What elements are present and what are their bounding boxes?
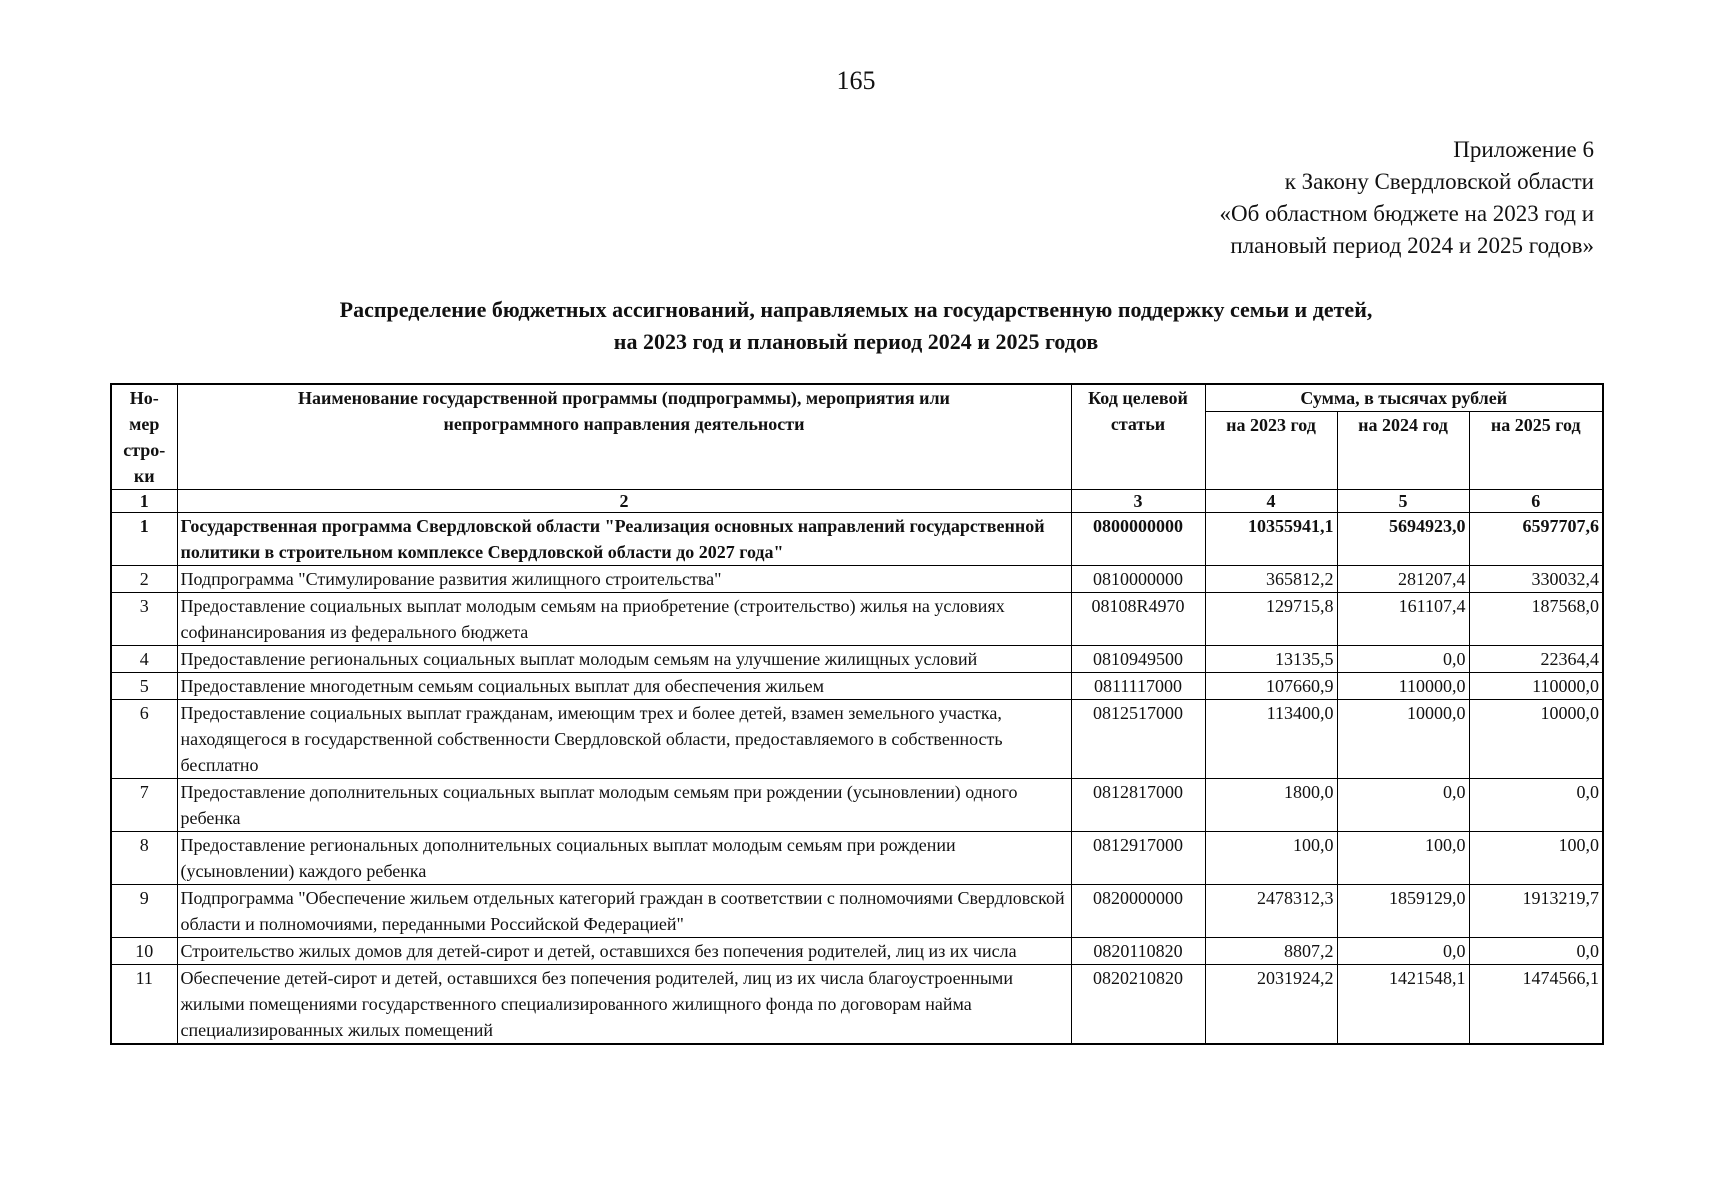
header-year-2025: на 2025 год	[1469, 412, 1603, 490]
table-row	[111, 965, 1603, 1045]
row-code-cell: 08108R4970	[1071, 593, 1205, 646]
table-row	[111, 673, 1603, 700]
row-number-cell: 3	[111, 593, 177, 646]
column-number: 4	[1205, 490, 1337, 513]
row-name-cell: Предоставление социальных выплат молодым семьям на приобретение (строительство) жилья на условиях софинансирования из федерального бюджета	[177, 593, 1071, 646]
row-code-cell: 0820110820	[1071, 938, 1205, 965]
row-code-cell: 0810000000	[1071, 566, 1205, 593]
row-amount-2025-cell: 0,0	[1469, 779, 1603, 832]
header-sum: Сумма, в тысячах рублей	[1205, 384, 1603, 412]
row-number-cell: 5	[111, 673, 177, 700]
row-number-cell: 4	[111, 646, 177, 673]
row-number-cell: 8	[111, 832, 177, 885]
row-code-cell: 0812917000	[1071, 832, 1205, 885]
row-number-cell: 6	[111, 700, 177, 779]
row-number-cell: 10	[111, 938, 177, 965]
row-amount-2024-cell: 161107,4	[1337, 593, 1469, 646]
appendix-line: к Закону Свердловской области	[1284, 169, 1594, 194]
row-amount-2023-cell: 8807,2	[1205, 938, 1337, 965]
row-amount-2025-cell: 10000,0	[1469, 700, 1603, 779]
row-amount-2025-cell: 330032,4	[1469, 566, 1603, 593]
row-code-cell: 0820210820	[1071, 965, 1205, 1045]
row-amount-2023-cell: 100,0	[1205, 832, 1337, 885]
row-amount-2025-cell: 22364,4	[1469, 646, 1603, 673]
row-name-cell: Подпрограмма "Обеспечение жильем отдельных категорий граждан в соответствии с полномочиями Свердловской области и полномочиями, переданными Российской Федерацией"	[177, 885, 1071, 938]
appendix-header	[1219, 134, 1594, 262]
table-row	[111, 885, 1603, 938]
row-amount-2023-cell: 365812,2	[1205, 566, 1337, 593]
appendix-line: Приложение 6	[1453, 137, 1594, 162]
table-row	[111, 832, 1603, 885]
column-number: 2	[177, 490, 1071, 513]
row-amount-2023-cell: 13135,5	[1205, 646, 1337, 673]
row-code-cell: 0812517000	[1071, 700, 1205, 779]
appendix-line: плановый период 2024 и 2025 годов»	[1230, 233, 1594, 258]
row-code-cell: 0811117000	[1071, 673, 1205, 700]
row-name-cell: Предоставление многодетным семьям социальных выплат для обеспечения жильем	[177, 673, 1071, 700]
column-number: 3	[1071, 490, 1205, 513]
table-body	[111, 513, 1603, 1045]
header-year-2023: на 2023 год	[1205, 412, 1337, 490]
row-amount-2024-cell: 5694923,0	[1337, 513, 1469, 566]
row-number-cell: 2	[111, 566, 177, 593]
row-amount-2023-cell: 1800,0	[1205, 779, 1337, 832]
row-amount-2024-cell: 1859129,0	[1337, 885, 1469, 938]
column-number: 5	[1337, 490, 1469, 513]
row-amount-2024-cell: 10000,0	[1337, 700, 1469, 779]
row-number-cell: 11	[111, 965, 177, 1045]
row-name-cell: Строительство жилых домов для детей-сирот и детей, оставшихся без попечения родителей, лиц из их числа	[177, 938, 1071, 965]
row-amount-2024-cell: 110000,0	[1337, 673, 1469, 700]
row-code-cell: 0800000000	[1071, 513, 1205, 566]
row-amount-2025-cell: 6597707,6	[1469, 513, 1603, 566]
row-name-cell: Государственная программа Свердловской области "Реализация основных направлений государственной политики в строительном комплексе Свердловской области до 2027 года"	[177, 513, 1071, 566]
column-number: 1	[111, 490, 177, 513]
row-name-cell: Предоставление дополнительных социальных выплат молодым семьям при рождении (усыновлении) одного ребенка	[177, 779, 1071, 832]
row-amount-2023-cell: 113400,0	[1205, 700, 1337, 779]
row-amount-2024-cell: 281207,4	[1337, 566, 1469, 593]
row-amount-2023-cell: 10355941,1	[1205, 513, 1337, 566]
row-amount-2025-cell: 1474566,1	[1469, 965, 1603, 1045]
row-number-cell: 9	[111, 885, 177, 938]
row-amount-2023-cell: 2031924,2	[1205, 965, 1337, 1045]
header-name: Наименование государственной программы (подпрограммы), мероприятия или непрограммного направления деятельности	[177, 384, 1071, 490]
row-amount-2023-cell: 129715,8	[1205, 593, 1337, 646]
row-code-cell: 0810949500	[1071, 646, 1205, 673]
table-row	[111, 566, 1603, 593]
table-row	[111, 779, 1603, 832]
row-amount-2025-cell: 100,0	[1469, 832, 1603, 885]
table-row	[111, 938, 1603, 965]
row-amount-2023-cell: 107660,9	[1205, 673, 1337, 700]
row-name-cell: Подпрограмма "Стимулирование развития жилищного строительства"	[177, 566, 1071, 593]
title-line: на 2023 год и плановый период 2024 и 2025 годов	[613, 329, 1099, 354]
title-line: Распределение бюджетных ассигнований, направляемых на государственную поддержку семьи и детей,	[339, 297, 1373, 322]
budget-table	[110, 383, 1604, 1045]
table-row	[111, 593, 1603, 646]
header-row-number: Но- мер стро- ки	[111, 384, 177, 490]
row-amount-2025-cell: 110000,0	[1469, 673, 1603, 700]
row-number-cell: 7	[111, 779, 177, 832]
row-amount-2024-cell: 0,0	[1337, 646, 1469, 673]
row-amount-2024-cell: 0,0	[1337, 938, 1469, 965]
header-code: Код целевой статьи	[1071, 384, 1205, 490]
row-amount-2024-cell: 100,0	[1337, 832, 1469, 885]
row-amount-2024-cell: 0,0	[1337, 779, 1469, 832]
row-amount-2025-cell: 0,0	[1469, 938, 1603, 965]
row-amount-2025-cell: 1913219,7	[1469, 885, 1603, 938]
row-code-cell: 0820000000	[1071, 885, 1205, 938]
row-amount-2024-cell: 1421548,1	[1337, 965, 1469, 1045]
table-row	[111, 513, 1603, 566]
row-name-cell: Предоставление социальных выплат гражданам, имеющим трех и более детей, взамен земельного участка, находящегося в государственной собственности Свердловской области, предоставляемого в собственность бесплатно	[177, 700, 1071, 779]
document-title	[0, 294, 1712, 358]
column-number: 6	[1469, 490, 1603, 513]
appendix-line: «Об областном бюджете на 2023 год и	[1219, 201, 1594, 226]
page-number: 165	[836, 66, 876, 95]
table-row	[111, 646, 1603, 673]
row-name-cell: Обеспечение детей-сирот и детей, оставшихся без попечения родителей, лиц из их числа благоустроенными жилыми помещениями государственного специализированного жилищного фонда по договорам найма специализированных жилых помещений	[177, 965, 1071, 1045]
row-amount-2025-cell: 187568,0	[1469, 593, 1603, 646]
row-code-cell: 0812817000	[1071, 779, 1205, 832]
column-numbers-row	[111, 490, 1603, 513]
row-name-cell: Предоставление региональных дополнительных социальных выплат молодым семьям при рождении (усыновлении) каждого ребенка	[177, 832, 1071, 885]
row-number-cell: 1	[111, 513, 177, 566]
row-amount-2023-cell: 2478312,3	[1205, 885, 1337, 938]
header-year-2024: на 2024 год	[1337, 412, 1469, 490]
row-name-cell: Предоставление региональных социальных выплат молодым семьям на улучшение жилищных условий	[177, 646, 1071, 673]
table-row	[111, 700, 1603, 779]
